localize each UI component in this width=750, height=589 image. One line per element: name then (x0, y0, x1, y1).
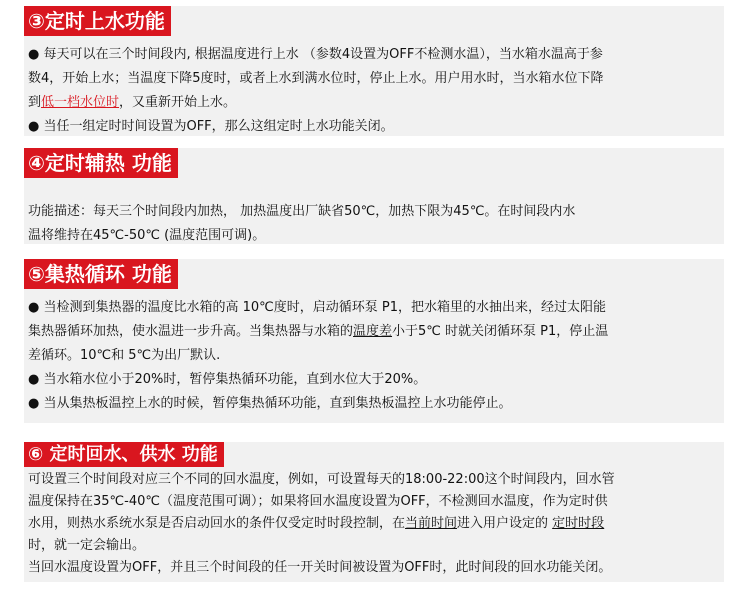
text-line: 温将维持在45℃-50℃ (温度范围可调)。 (28, 228, 266, 243)
section-body (28, 200, 720, 248)
text-line: 温度保持在35℃-40℃（温度范围可调）；如果将回水温度设置为OFF，不检测回水温度，作为定时供 (28, 494, 608, 509)
section-body (28, 43, 720, 139)
section-collector-circulation (24, 259, 724, 423)
text-line (28, 513, 720, 535)
text-fragment: ，又重新开始上水。 (119, 95, 237, 110)
section-scheduled-aux-heating (24, 148, 724, 244)
text-line: 数4，开始上水；当温度下降5度时，或者上水到满水位时，停止上水。用户用水时，当水箱水位下降 (28, 71, 604, 86)
section-scheduled-water-fill (24, 6, 724, 136)
section-body (28, 296, 720, 416)
section-title: ③定时上水功能 (24, 6, 171, 36)
text-line: 功能描述：每天三个时间段内加热， 加热温度出厂缺省50℃，加热下限为45℃。在时间段内水 (28, 204, 576, 219)
text-line: 当回水温度设置为OFF，并且三个时间段的任一开关时间被设置为OFF时，此时间段的回水功能关闭。 (28, 560, 612, 575)
text-fragment: 进入用户设定的 (457, 516, 553, 531)
section-scheduled-return-supply (24, 442, 724, 582)
text-line (28, 320, 720, 344)
section-body (28, 469, 720, 579)
text-fragment: 小于5℃ 时就关闭循环泵 P1，停止温 (392, 324, 609, 339)
text-line (28, 91, 720, 115)
temperature-difference-term: 温度差 (353, 324, 393, 339)
text-line: 可设置三个时间段对应三个不同的回水温度，例如，可设置每天的18:00-22:00这个时间段内，回水管 (28, 472, 615, 487)
section-title: ⑥ 定时回水、供水 功能 (24, 442, 224, 467)
text-fragment: 到 (28, 95, 42, 110)
text-line: ● 当水箱水位小于20%时，暂停集热循环功能，直到水位大于20%。 (28, 372, 427, 387)
scheduled-period-term: 定时时段 (552, 516, 605, 531)
section-title: ⑤集热循环 功能 (24, 259, 178, 289)
text-fragment: 集热器循环加热，使水温进一步升高。当集热器与水箱的 (28, 324, 354, 339)
text-line: ● 当检测到集热器的温度比水箱的高 10℃度时，启动循环泵 P1，把水箱里的水抽出来，经过太阳能 (28, 300, 606, 315)
text-line: 差循环。10℃和 5℃为出厂默认. (28, 348, 221, 363)
text-line: ● 当从集热板温控上水的时候，暂停集热循环功能，直到集热板温控上水功能停止。 (28, 396, 512, 411)
section-title: ④定时辅热 功能 (24, 148, 178, 178)
text-line: ● 当任一组定时时间设置为OFF，那么这组定时上水功能关闭。 (28, 119, 394, 134)
text-line: 时，就一定会输出。 (28, 538, 146, 553)
low-water-level-link[interactable]: 低一档水位时 (41, 95, 120, 110)
current-time-term: 当前时间 (405, 516, 458, 531)
text-line: ● 每天可以在三个时间段内, 根据温度进行上水 （参数4设置为OFF不检测水温），当水箱水温高于参 (28, 47, 603, 62)
text-fragment: 水用，则热水系统水泵是否启动回水的条件仅受定时时段控制，在 (28, 516, 406, 531)
